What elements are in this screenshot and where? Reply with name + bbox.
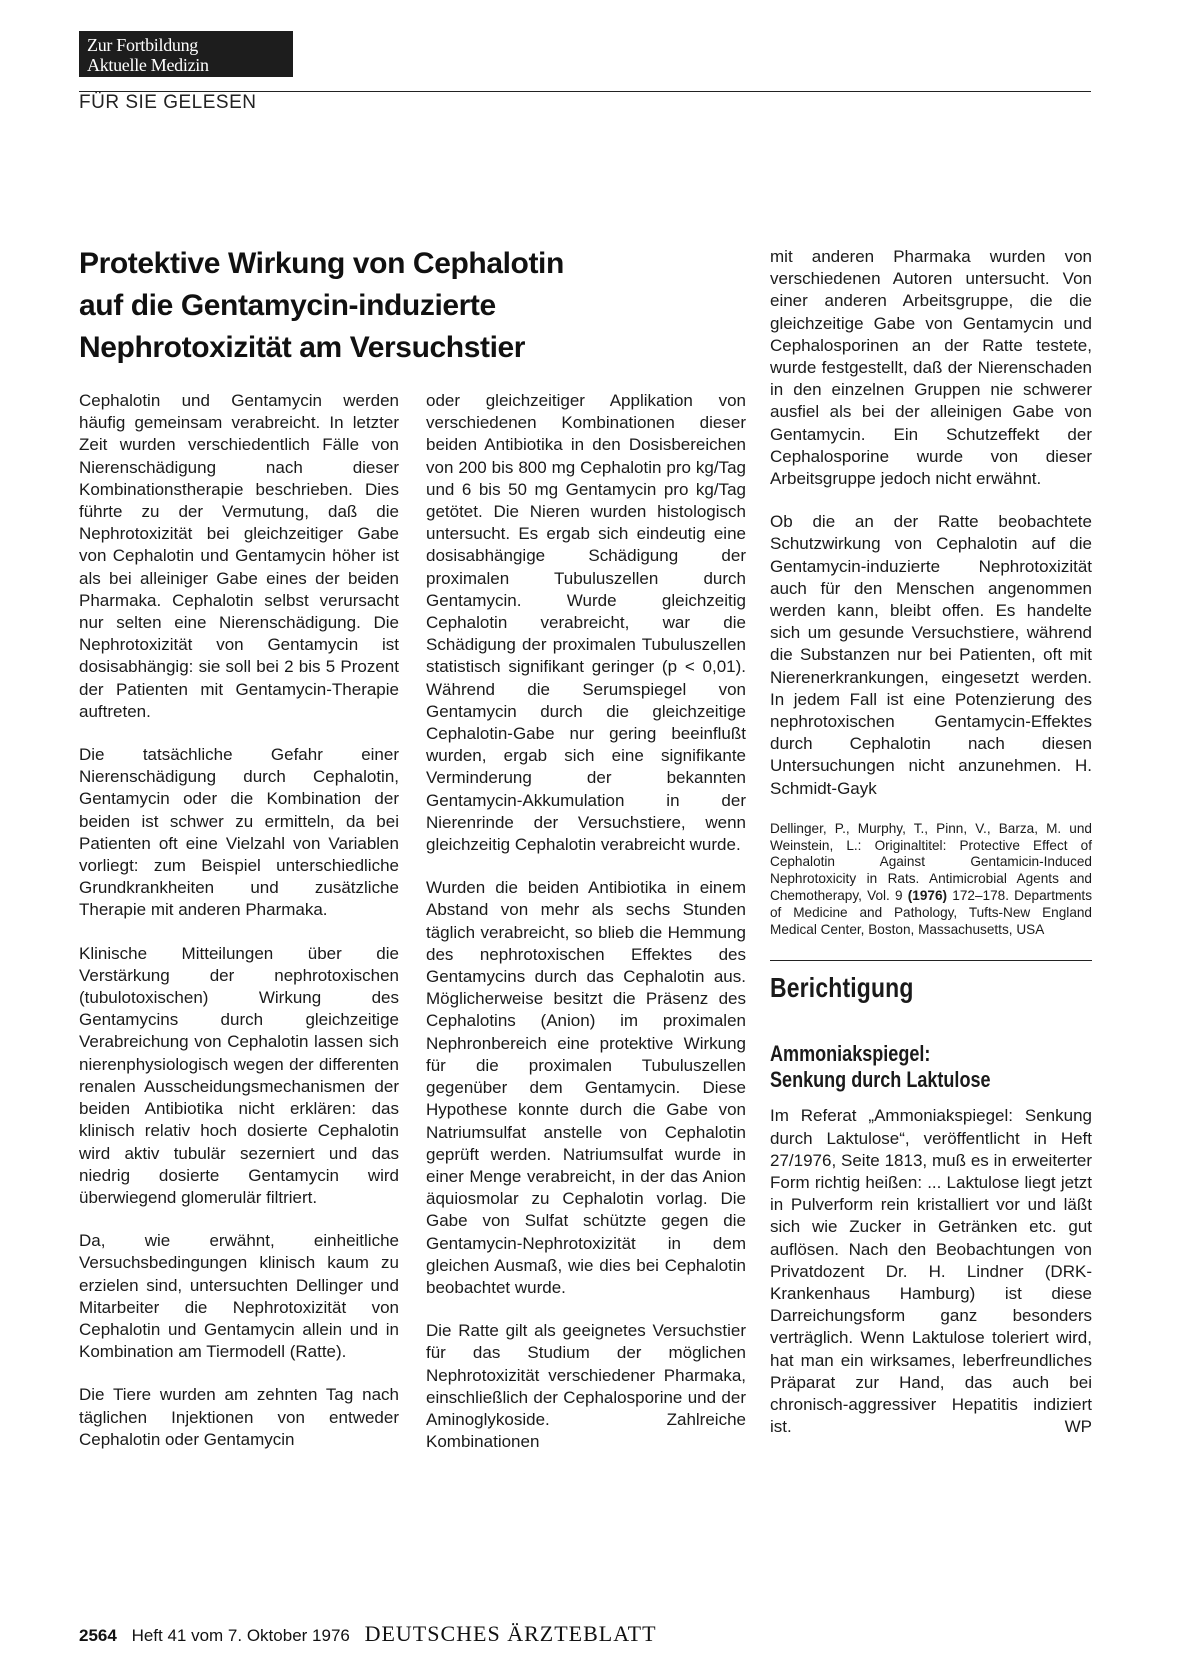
paragraph: Wurden die beiden Antibiotika in einem Abstand von mehr als sechs Stunden täglich verabreicht, so blieb die Hemmung des nephrotoxischen Effektes des Gentamycins durch das Cephalotin aus. Möglicherweise besitzt die Präsenz des Cephalotins (Anion) im proximalen Nephronbereich eine protektive Wirkung für die proximalen Tubuluszellen gegenüber dem Gentamycin. Diese Hypothese konnte durch die Gabe von Natriumsulfat anstelle von Cephalotin geprüft werden. Natriumsulfat wurde in einer Menge verabreicht, in der das Anion äquiosmolar zu Cephalotin vorlag. Die Gabe von Sulfat schützte gegen die Gentamycin-Nephrotoxizität in dem gleichen Ausmaß, wie dies bei Cephalotin beobachtet wurde. bbox=[426, 878, 746, 1297]
paragraph: Klinische Mitteilungen über die Verstärkung der nephrotoxischen (tubulotoxischen) Wirkung des Gentamycins durch gleichzeitige Verabreichung von Cephalotin lassen sich nierenphysiologisch wegen der differenten renalen Ausscheidungsmechanismen der beiden Antibiotika nicht erklären: das klinisch relativ hoch dosierte Cephalotin wird aktiv tubulär sezerniert und das niedrig dosierte Gentamycin wird überwiegend glomerulär filtriert. bbox=[79, 943, 399, 1207]
section-rule bbox=[770, 960, 1092, 961]
correction-body bbox=[770, 1105, 1092, 1438]
paragraph: Die Tiere wurden am zehnten Tag nach täglichen Injektionen von entweder Cephalotin oder Gentamycin bbox=[79, 1385, 399, 1449]
page-number: 2564 bbox=[79, 1626, 117, 1645]
paragraph: Die tatsächliche Gefahr einer Nierenschädigung durch Cephalotin, Gentamycin oder die Kombination der beiden ist schwer zu ermitteln, da bei Patienten oft eine Vielzahl von Variablen vorliegt: zum Beispiel unterschiedliche Grundkrankheiten und zusätzliche Therapie mit anderen Pharmaka. bbox=[79, 745, 399, 920]
paragraph: Cephalotin und Gentamycin werden häufig gemeinsam verabreicht. In letzter Zeit wurden verschiedentlich Fälle von Nierenschädigung nach dieser Kombinationstherapie beschrieben. Dies führte zu der Vermutung, daß die Nephrotoxizität bei gleichzeitiger Gabe von Cephalotin und Gentamycin höher ist als bei alleiniger Gabe eines der beiden Pharmaka. Cephalotin selbst verursacht nur selten eine Nierenschädigung. Die Nephrotoxizität von Gentamycin ist dosisabhängig: sie soll bei 2 bis 5 Prozent der Patienten mit Gentamycin-Therapie auftreten. bbox=[79, 391, 399, 721]
section-label-line1: Zur Fortbildung bbox=[87, 35, 198, 55]
paragraph: Die Ratte gilt als geeignetes Versuchstier für das Studium der möglichen Nephrotoxizität verschiedener Pharmaka, einschließlich der Cephalosporine und der Aminoglykoside. Zahlreiche Kombinationen bbox=[426, 1321, 746, 1452]
reference-text: Dellinger, P., Murphy, T., Pinn, V., Barza, M. und Weinstein, L.: Originaltitel: Protective Effect of Cephalotin Against Gentamicin-Induced Nephrotoxicity in Rats. Antimicrobial Agents and Chemotherapy, Vol. 9 bbox=[770, 820, 1092, 904]
correction-subtitle-line: Ammoniakspiegel: bbox=[770, 1041, 931, 1067]
reference bbox=[770, 821, 1092, 939]
article-title bbox=[79, 243, 639, 369]
correction-subtitle bbox=[770, 1041, 1034, 1093]
issue-info: Heft 41 vom 7. Oktober 1976 bbox=[131, 1626, 350, 1645]
section-label bbox=[79, 31, 293, 77]
reference-year: (1976) bbox=[907, 888, 948, 904]
title-line: Protektive Wirkung von Cephalotin bbox=[79, 247, 564, 280]
paragraph: Ob die an der Ratte beobachtete Schutzwirkung von Cephalotin auf die Gentamycin-induzierte Nephrotoxizität auch für den Menschen angenommen werden kann, bleibt offen. Es handelte sich um gesunde Versuchstiere, während die Substanzen nur bei Patienten, oft mit Nierenerkrankungen, eingesetzt werden. In jedem Fall ist eine Potenzierung des nephrotoxischen Gentamycin-Effektes durch Cephalotin nach diesen Untersuchungen nicht anzunehmen. H. Schmidt-Gayk bbox=[770, 512, 1092, 798]
paragraph: Da, wie erwähnt, einheitliche Versuchsbedingungen klinisch kaum zu erzielen sind, untersuchten Dellinger und Mitarbeiter die Nephrotoxizität von Cephalotin und Gentamycin allein und in Kombination am Tiermodell (Ratte). bbox=[79, 1231, 399, 1362]
paragraph: oder gleichzeitiger Applikation von verschiedenen Kombinationen dieser beiden Antibiotika in den Dosisbereichen von 200 bis 800 mg Cephalotin pro kg/Tag und 6 bis 50 mg Gentamycin pro kg/Tag getötet. Die Nieren wurden histologisch untersucht. Es ergab sich eindeutig eine dosisabhängige Schädigung der proximalen Tubuluszellen durch Gentamycin. Wurde gleichzeitig Cephalotin verabreicht, war die Schädigung der proximalen Tubuluszellen statistisch signifikant geringer (p < 0,01). Während die Serumspiegel von Gentamycin durch die gleichzeitige Cephalotin-Gabe nur gering beeinflußt wurden, ergab sich eine signifikante Verminderung der bekannten Gentamycin-Akkumulation in der Nierenrinde der Versuchstiere, wenn gleichzeitig Cephalotin verabreicht wurde. bbox=[426, 391, 746, 855]
correction-subtitle-line: Senkung durch Laktulose bbox=[770, 1067, 991, 1093]
correction-heading: Berichtigung bbox=[770, 972, 914, 1004]
correction-signature: WP bbox=[1064, 1417, 1092, 1437]
title-line: auf die Gentamycin-induzierte bbox=[79, 289, 496, 322]
paragraph: mit anderen Pharmaka wurden von verschiedenen Autoren untersucht. Von einer anderen Arbeitsgruppe, die die gleichzeitige Gabe von Gentamycin und Cephalosporinen an der Ratte testete, wurde festgestellt, daß der Nierenschaden in den einzelnen Gruppen nie schwerer ausfiel als bei der alleinigen Gabe von Gentamycin. Ein Schutzeffekt der Cephalosporine wurde von dieser Arbeitsgruppe jedoch nicht erwähnt. bbox=[770, 247, 1092, 489]
column-2 bbox=[426, 390, 746, 1474]
column-3 bbox=[770, 246, 1092, 1460]
journal-name: DEUTSCHES ÄRZTEBLATT bbox=[364, 1621, 657, 1646]
section-label-line2: Aktuelle Medizin bbox=[87, 55, 209, 75]
rubric: FÜR SIE GELESEN bbox=[79, 92, 257, 113]
reference-text-2: 172–178. Departments of Medicine and Pathology, Tufts-New England Medical Center, Boston, Massachusetts, USA bbox=[770, 888, 1093, 937]
correction-body-text: Im Referat „Ammoniakspiegel: Senkung durch Laktulose“, veröffentlicht in Heft 27/1976, Seite 1813, muß es in erweiterter Form richtig heißen: ... Laktulose liegt jetzt in Pulverform rein kristalliert vor und läßt sich wie Zucker in Getränken etc. gut auflösen. Nach den Beobachtungen von Privatdozent Dr. H. Lindner (DRK-Krankenhaus Hamburg) ist diese Darreichungsform ganz besonders verträglich. Wenn Laktulose toleriert wird, hat man ein wirksames, leberfreundliches Präparat zur Hand, das auch bei chronisch-aggressiver Hepatitis indiziert ist. bbox=[770, 1106, 1092, 1437]
title-line: Nephrotoxizität am Versuchstier bbox=[79, 331, 526, 364]
page-footer bbox=[79, 1621, 657, 1647]
column-1 bbox=[79, 390, 399, 1472]
